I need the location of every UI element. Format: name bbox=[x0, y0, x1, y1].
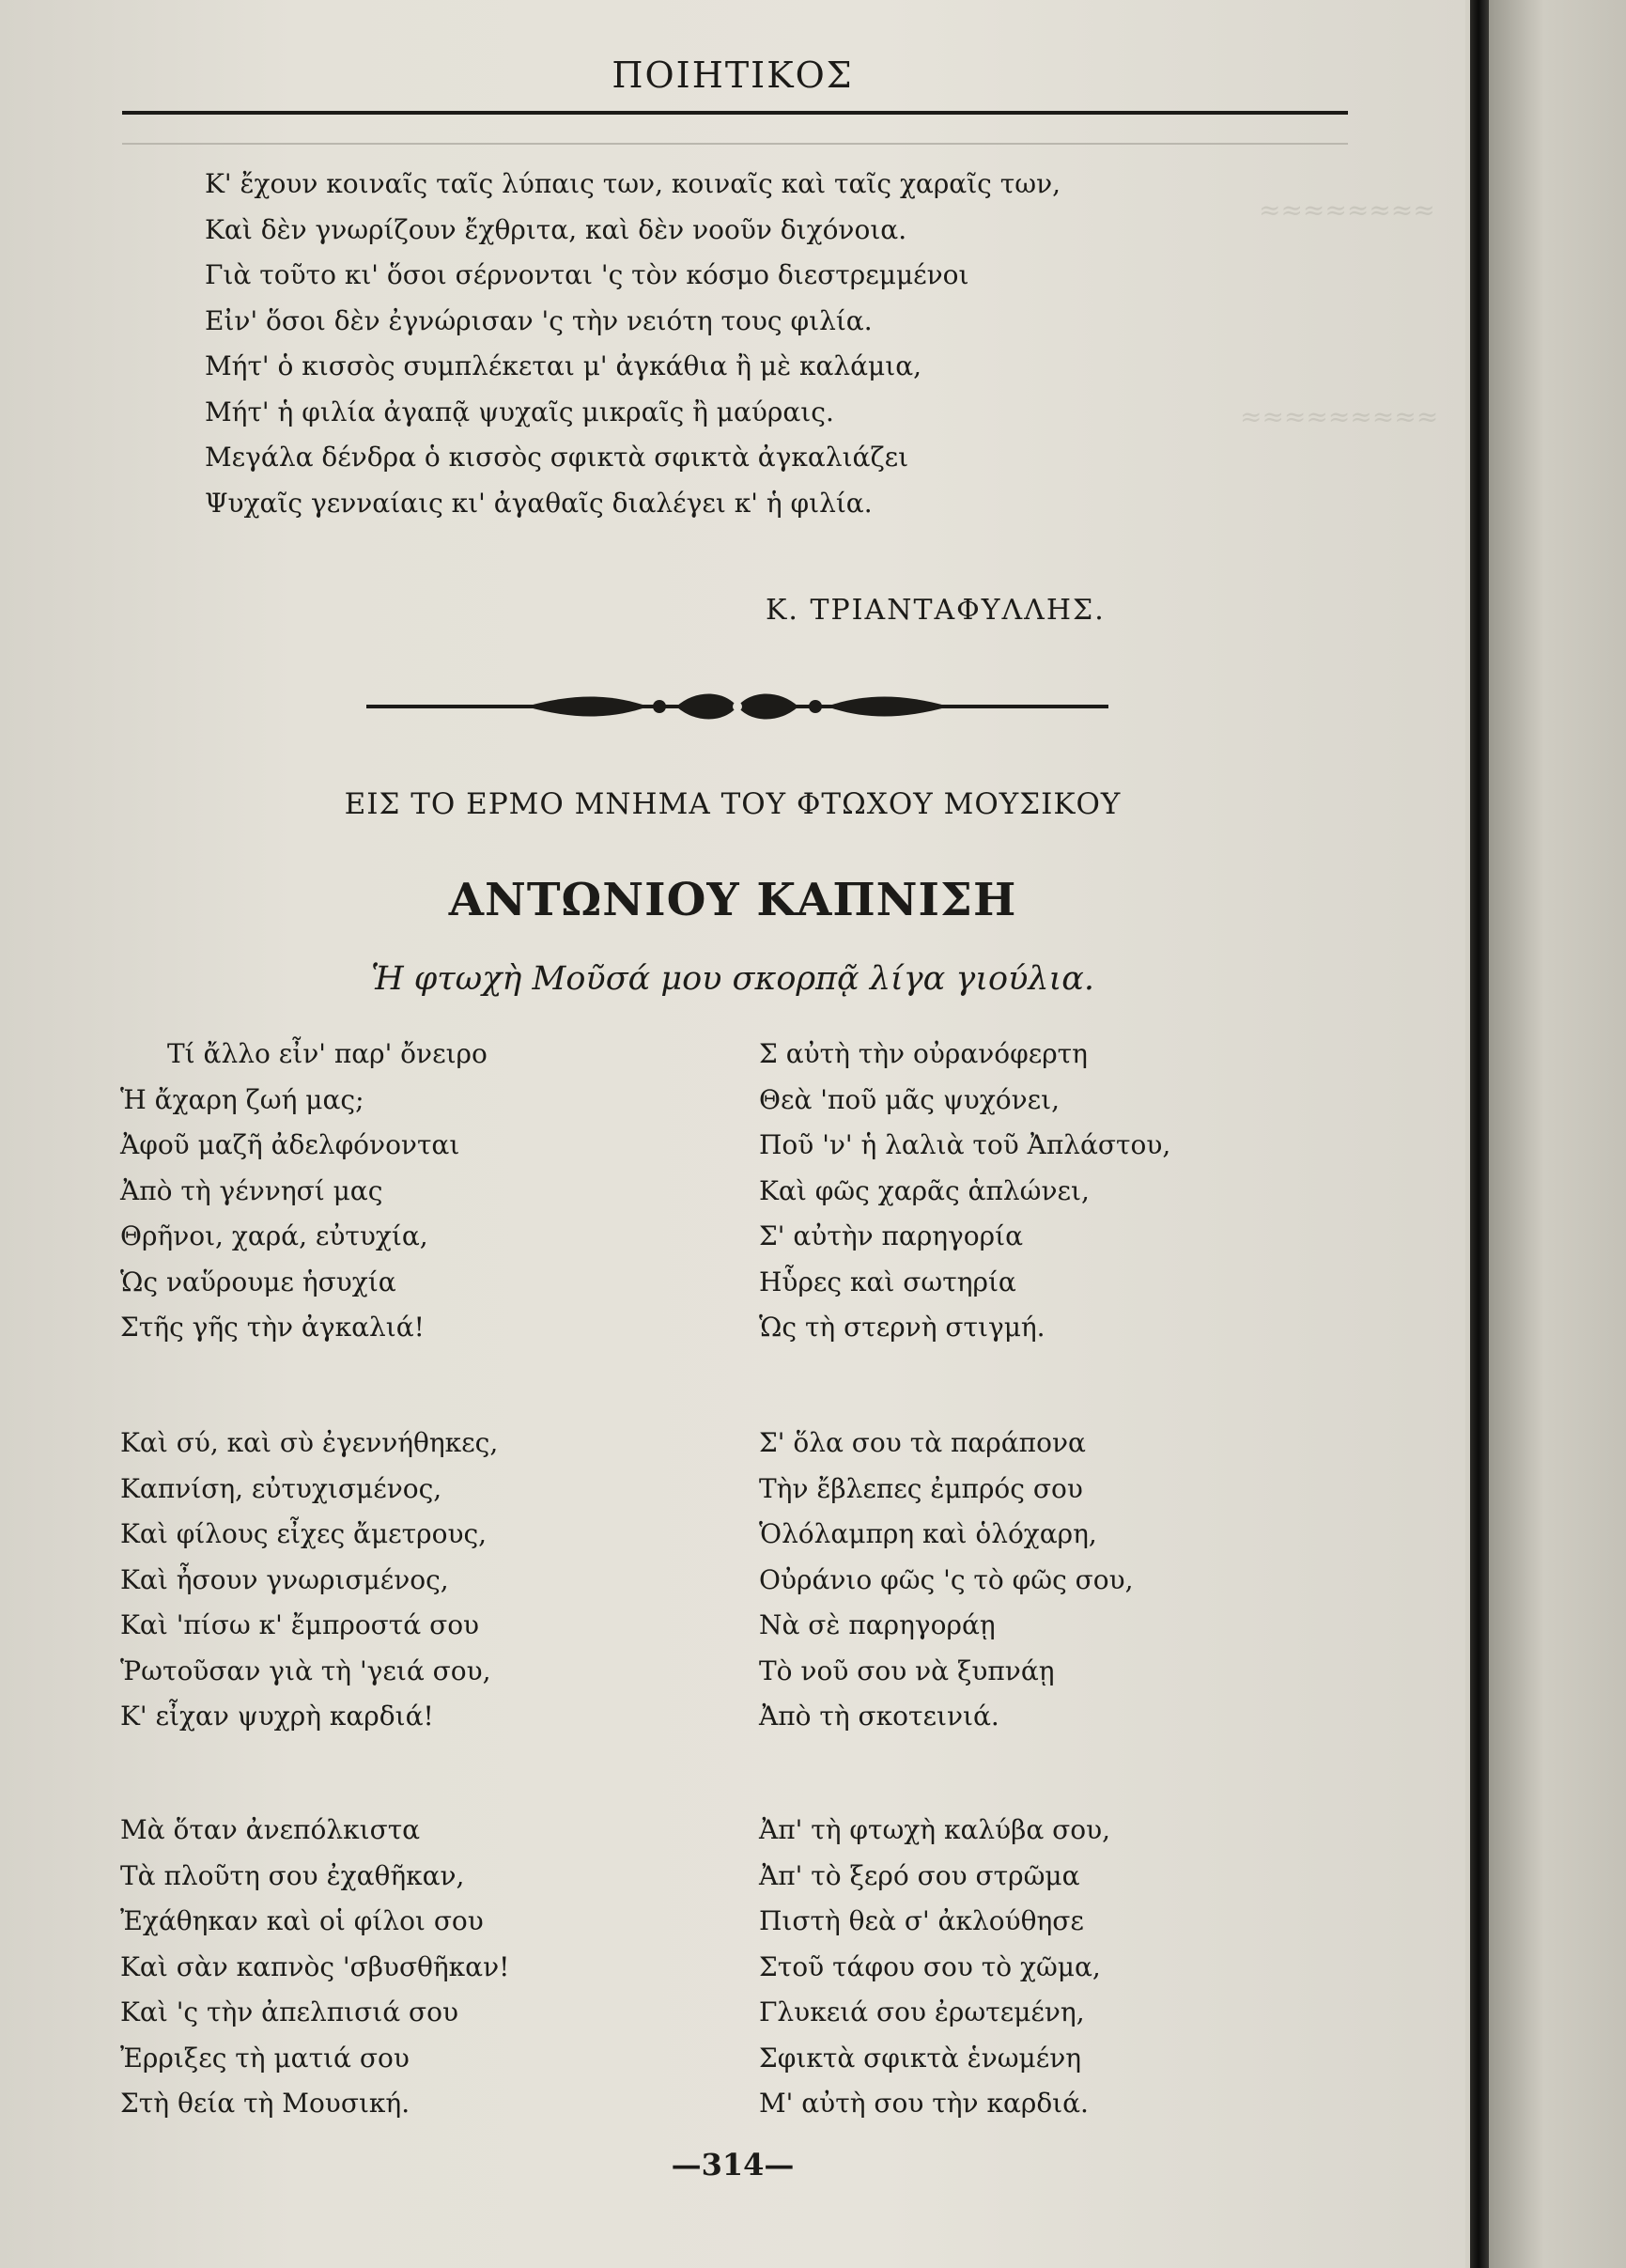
stanza-left-3 bbox=[120, 1808, 509, 2127]
poem-line: Ηὗρες καὶ σωτηρία bbox=[759, 1266, 1016, 1297]
stanza-left-1 bbox=[120, 1032, 488, 1351]
poem-line: Ὁλόλαμπρη καὶ ὁλόχαρη, bbox=[759, 1518, 1097, 1549]
poem-line: Μήτ' ἡ φιλία ἀγαπᾷ ψυχαῖς μικραῖς ἢ μαύραις. bbox=[205, 396, 834, 427]
poem-line: Ἀπ' τὸ ξερό σου στρῶμα bbox=[759, 1859, 1080, 1891]
poem-line: Εἰν' ὅσοι δὲν ἐγνώρισαν 'ς τὴν νειότη τους φιλία. bbox=[205, 304, 873, 336]
poem-title-line1: ΕΙΣ ΤΟ ΕΡΜΟ ΜΝΗΜΑ ΤΟΥ ΦΤΩΧΟΥ ΜΟΥΣΙΚΟΥ bbox=[344, 787, 1122, 821]
poem-line: Σ' ὅλα σου τὰ παράπονα bbox=[759, 1427, 1086, 1458]
poem-line: Καὶ ἦσουν γνωρισμένος, bbox=[120, 1563, 449, 1595]
header-rule bbox=[122, 111, 1348, 115]
first-poem bbox=[205, 162, 1061, 526]
poem-line: Στῆς γῆς τὴν ἀγκαλιά! bbox=[120, 1312, 425, 1343]
poem-epigraph: Ἡ φτωχὴ Μοῦσά μου σκορπᾷ λίγα γιούλια. bbox=[370, 960, 1095, 998]
poem-line: Νὰ σὲ παρηγοράῃ bbox=[759, 1609, 996, 1640]
poem-line: Σφικτὰ σφικτὰ ἑνωμένη bbox=[759, 2042, 1082, 2074]
book-spine bbox=[1470, 0, 1489, 2268]
poem-line: Καὶ δὲν γνωρίζουν ἔχθριτα, καὶ δὲν νοοῦν διχόνοια. bbox=[205, 213, 907, 245]
poem-line: Καὶ φῶς χαρᾶς ἁπλώνει, bbox=[759, 1174, 1090, 1206]
poem-line: Ἀπ' τὴ φτωχὴ καλύβα σου, bbox=[759, 1814, 1111, 1845]
stanza-left-2 bbox=[120, 1421, 498, 1740]
poem-line: Ῥωτοῦσαν γιὰ τὴ 'γειά σου, bbox=[120, 1654, 491, 1686]
poem-line: Σ' αὐτὴν παρηγορία bbox=[759, 1220, 1023, 1251]
poem-line: Καπνίση, εὐτυχισμένος, bbox=[120, 1472, 442, 1504]
poem-line: Πιστὴ θεὰ σ' ἀκλούθησε bbox=[759, 1905, 1084, 1936]
page-number: —314— bbox=[671, 2147, 795, 2183]
poem-line: Ἀπὸ τὴ σκοτεινιά. bbox=[759, 1701, 999, 1732]
poem-line: Καὶ σὰν καπνὸς 'σβυσθῆκαν! bbox=[120, 1950, 510, 1982]
poem-line: Κ' ἔχουν κοιναῖς ταῖς λύπαις των, κοιναῖς καὶ ταῖς χαραῖς των, bbox=[205, 168, 1061, 199]
poem-line: Σ αὐτὴ τὴν οὐρανόφερτη bbox=[759, 1038, 1088, 1069]
poem-line: Γλυκειά σου ἐρωτεμένη, bbox=[759, 1996, 1085, 2027]
stanza-right-2 bbox=[759, 1421, 1134, 1740]
poem-line: Καὶ 'ς τὴν ἀπελπισιά σου bbox=[120, 1996, 459, 2027]
poem-line: Μήτ' ὁ κισσὸς συμπλέκεται μ' ἀγκάθια ἢ μὲ καλάμια, bbox=[205, 350, 922, 381]
poem-line: Στὴ θεία τὴ Μουσική. bbox=[120, 2088, 410, 2119]
stanza-right-3 bbox=[759, 1808, 1110, 2127]
running-head: ΠΟΙΗΤΙΚΟΣ bbox=[612, 54, 854, 96]
header-rule-thin bbox=[122, 143, 1348, 145]
poem-line: Γιὰ τοῦτο κι' ὅσοι σέρνονται 'ς τὸν κόσμο διεστρεμμένοι bbox=[205, 259, 969, 290]
show-through: ≈≈≈≈≈≈≈≈ bbox=[1259, 194, 1435, 225]
poem-line: Τὰ πλοῦτη σου ἐχαθῆκαν, bbox=[120, 1859, 465, 1891]
poem-signature: Κ. ΤΡΙΑΝΤΑΦΥΛΛΗΣ. bbox=[766, 594, 1106, 627]
poem-line: Ἐχάθηκαν καὶ οἱ φίλοι σου bbox=[120, 1905, 484, 1936]
poem-line: Μ' αὐτὴ σου τὴν καρδιά. bbox=[759, 2088, 1089, 2119]
poem-line: Τί ἄλλο εἶν' παρ' ὄνειρο bbox=[167, 1038, 488, 1069]
show-through: ≈≈≈≈≈≈≈≈≈ bbox=[1240, 401, 1439, 432]
poem-line: Μεγάλα δένδρα ὁ κισσὸς σφικτὰ σφικτὰ ἀγκαλιάζει bbox=[205, 442, 909, 473]
poem-line: Κ' εἶχαν ψυχρὴ καρδιά! bbox=[120, 1701, 434, 1732]
stanza-right-1 bbox=[759, 1032, 1170, 1351]
poem-line: Θρῆνοι, χαρά, εὐτυχία, bbox=[120, 1220, 428, 1251]
poem-line: Ποῦ 'ν' ἡ λαλιὰ τοῦ Ἀπλάστου, bbox=[759, 1129, 1171, 1160]
poem-line: Οὐράνιο φῶς 'ς τὸ φῶς σου, bbox=[759, 1563, 1134, 1595]
poem-line: Καὶ φίλους εἶχες ἄμετρους, bbox=[120, 1518, 488, 1549]
poem-line: Θεὰ 'ποῦ μᾶς ψυχόνει, bbox=[759, 1083, 1061, 1115]
poem-line: Τὴν ἔβλεπες ἐμπρός σου bbox=[759, 1472, 1083, 1504]
poem-line: Καὶ σύ, καὶ σὺ ἐγεννήθηκες, bbox=[120, 1427, 499, 1458]
poem-line: Στοῦ τάφου σου τὸ χῶμα, bbox=[759, 1950, 1101, 1982]
poem-line: Καὶ 'πίσω κ' ἔμπροστά σου bbox=[120, 1609, 480, 1640]
poem-line: Ψυχαῖς γενναίαις κι' ἀγαθαῖς διαλέγει κ' ἡ φιλία. bbox=[205, 487, 873, 519]
poem-line: Τὸ νοῦ σου νὰ ξυπνάῃ bbox=[759, 1654, 1055, 1686]
facing-page-edge bbox=[1489, 0, 1626, 2268]
poem-line: Μὰ ὅταν ἀνεπόλκιστα bbox=[120, 1814, 421, 1845]
poem-line: Ἐρριξες τὴ ματιά σου bbox=[120, 2042, 410, 2074]
ornament-divider bbox=[366, 688, 1108, 725]
poem-line: Ἀφοῦ μαζῆ ἀδελφόνονται bbox=[120, 1129, 460, 1160]
poem-line: Ὡς ναὕρουμε ἡσυχία bbox=[120, 1266, 396, 1297]
poem-title-line2: ΑΝΤΩΝΙΟΥ ΚΑΠΝΙΣΗ bbox=[448, 874, 1017, 926]
poem-line: Ἀπὸ τὴ γέννησί μας bbox=[120, 1174, 383, 1206]
poem-line: Ἡ ἄχαρη ζωή μας; bbox=[120, 1083, 364, 1115]
poem-line: Ὡς τὴ στερνὴ στιγμή. bbox=[759, 1312, 1045, 1343]
